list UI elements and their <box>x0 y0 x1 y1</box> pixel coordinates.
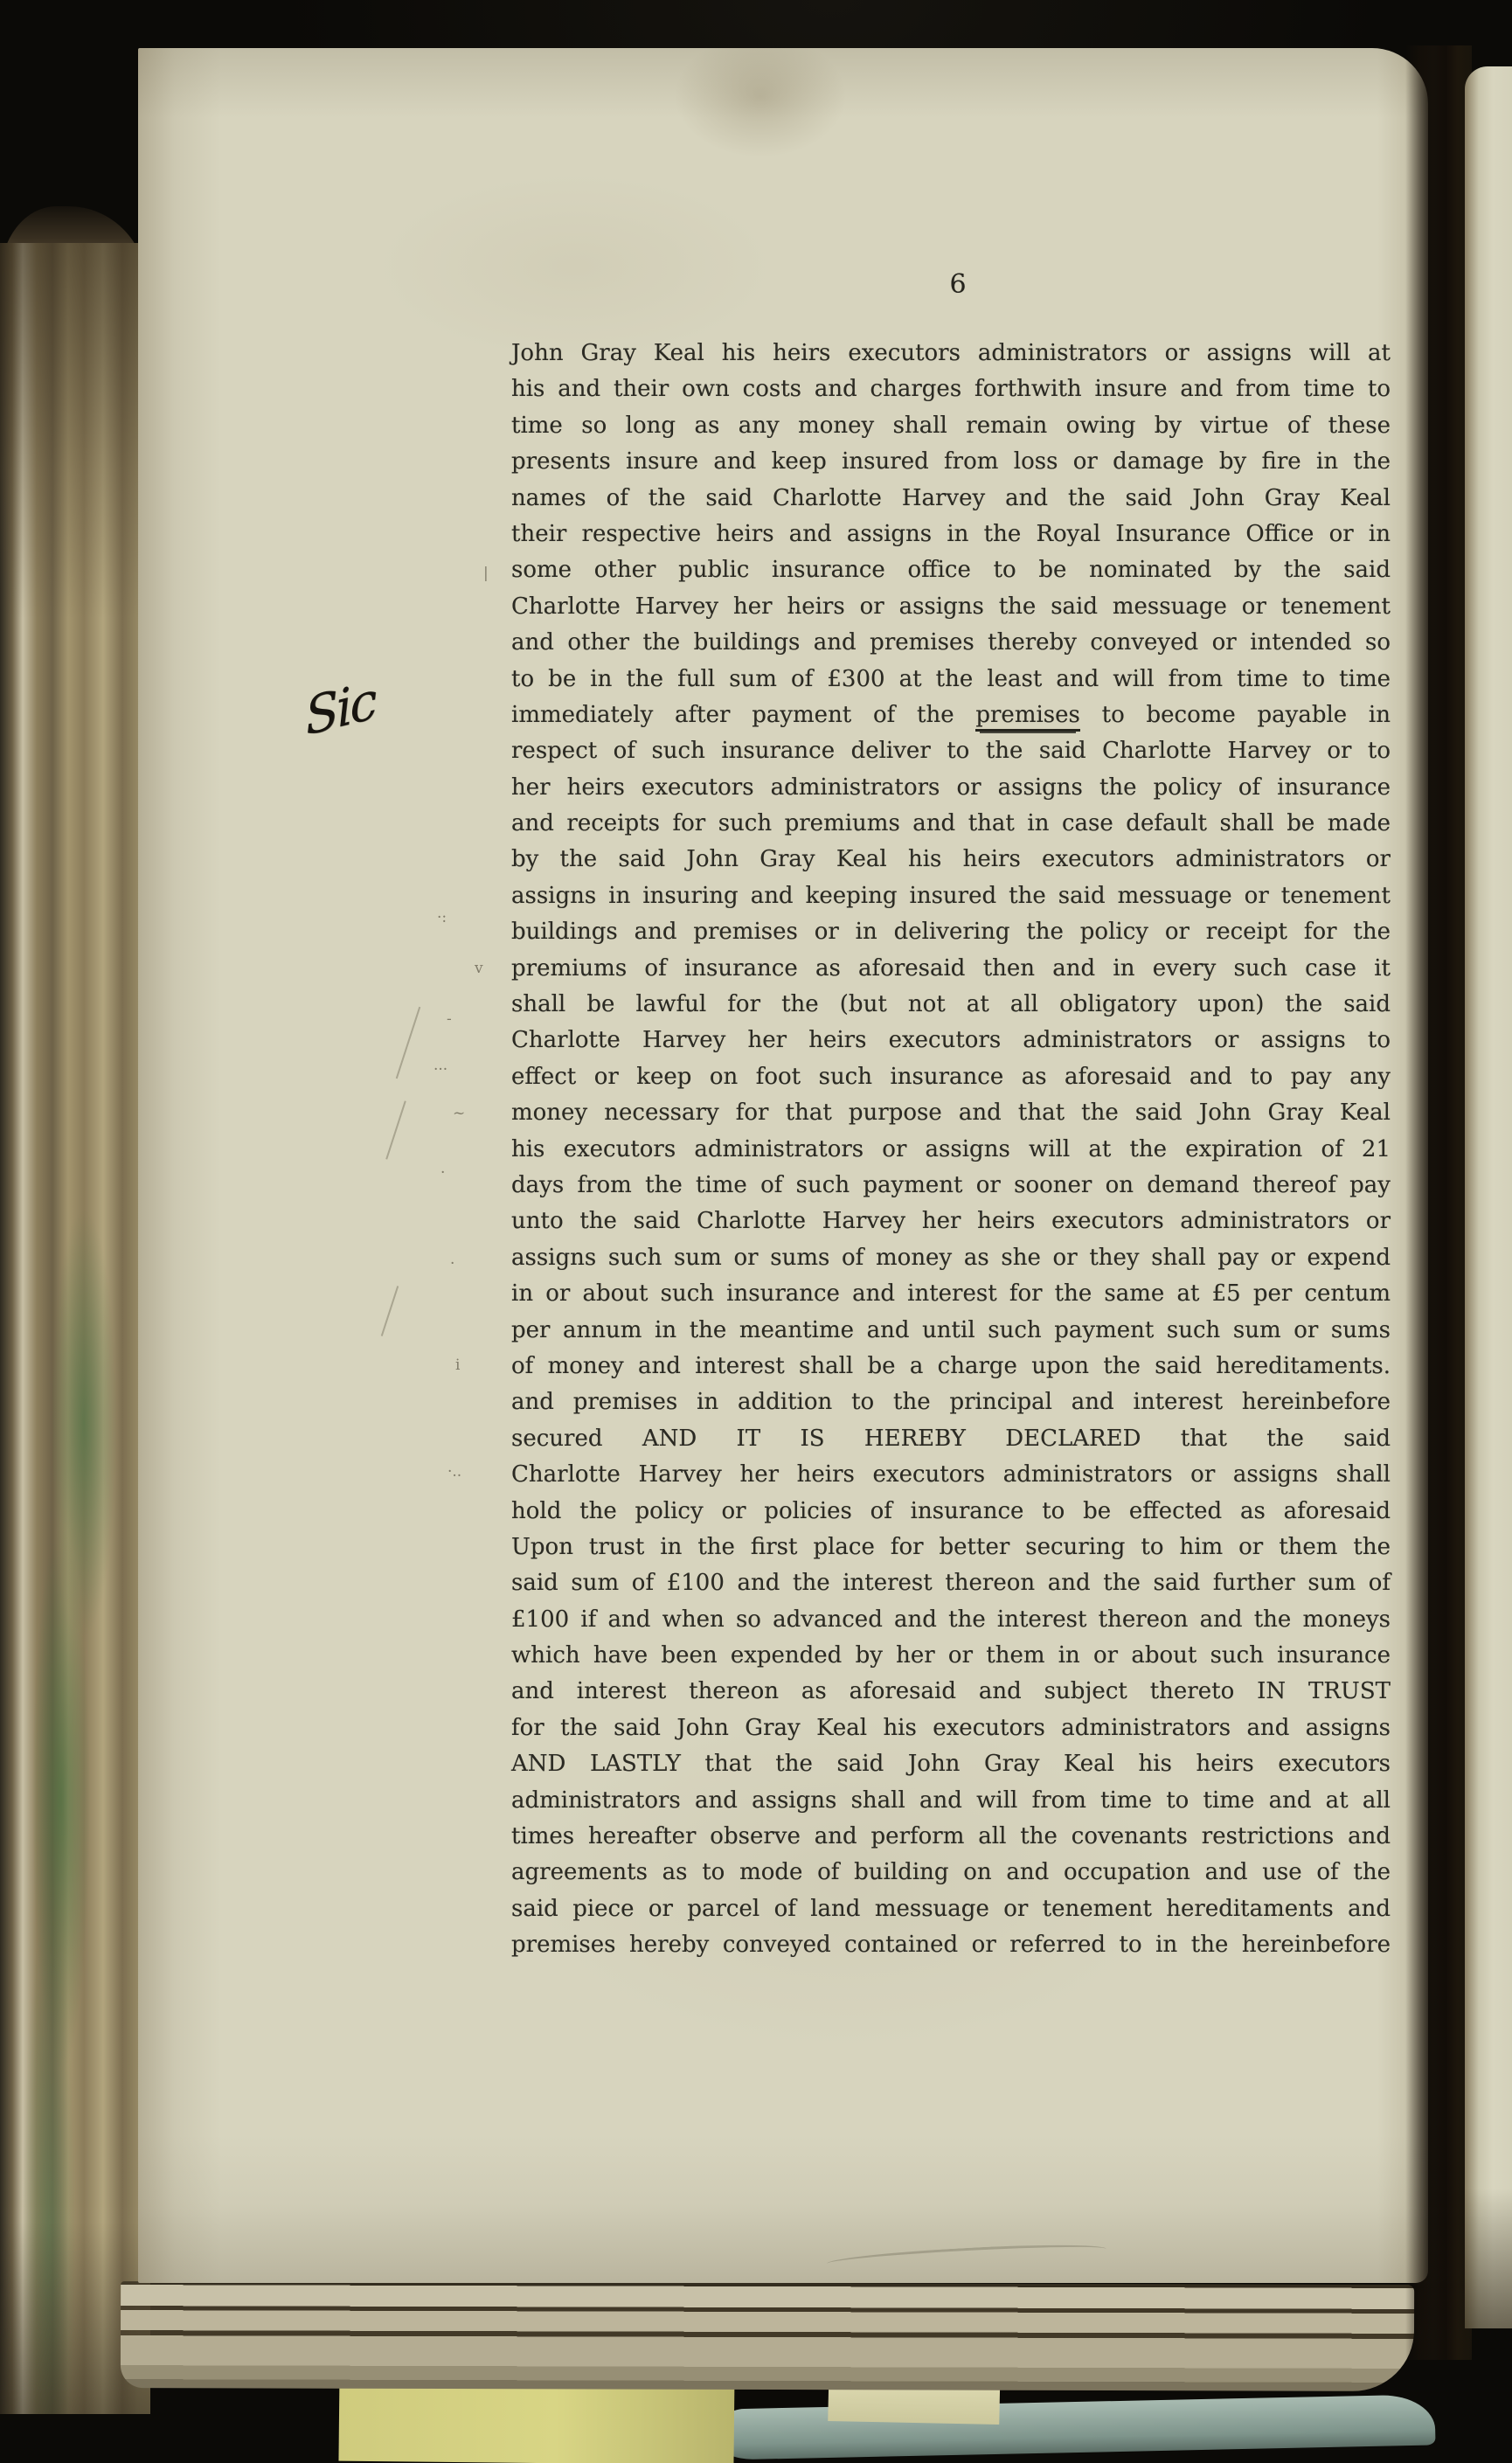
text-line: hold the policy or policies of insurance to be effected as aforesaid <box>511 1497 1391 1524</box>
text-line: presents insure and keep insured from loss or damage by fire in the <box>511 448 1391 475</box>
text-line: secured AND IT IS HEREBY DECLARED that the said <box>511 1425 1391 1452</box>
text-line: her heirs executors administrators or assigns the policy of insurance <box>511 774 1391 801</box>
text-line: administrators and assigns shall and will from time to time and at all <box>511 1787 1391 1814</box>
pencil-smudge <box>827 2241 1107 2272</box>
text-line: premiums of insurance as aforesaid then and in every such case it <box>511 954 1391 982</box>
text-line: times hereafter observe and perform all the covenants restrictions and <box>511 1823 1391 1850</box>
text-line: for the said John Gray Keal his executors administrators and assigns <box>511 1714 1391 1741</box>
page-number: 6 <box>949 269 967 300</box>
text-line: Charlotte Harvey her heirs executors administrators or assigns shall <box>511 1461 1391 1488</box>
margin-mark: ·.. <box>447 1463 462 1481</box>
text-line: by the said John Gray Keal his heirs executors administrators or <box>511 846 1391 873</box>
text-line: Charlotte Harvey her heirs or assigns the said messuage or tenement <box>511 593 1391 620</box>
text-line: some other public insurance office to be nominated by the said <box>511 557 1391 584</box>
text-line: days from the time of such payment or sooner on demand thereof pay <box>511 1171 1391 1198</box>
curled-paper-edge <box>718 2394 1435 2460</box>
text-line: and premises in addition to the principal and interest hereinbefore <box>511 1389 1391 1416</box>
text-line: said piece or parcel of land messuage or tenement hereditaments and <box>511 1895 1391 1922</box>
text-line: agreements as to mode of building on and occupation and use of the <box>511 1859 1391 1886</box>
deed-text-block <box>511 336 1391 1964</box>
text-line: in or about such insurance and interest for the same at £5 per centum <box>511 1280 1391 1308</box>
text-line: names of the said Charlotte Harvey and the said John Gray Keal <box>511 484 1391 511</box>
text-line <box>511 697 1391 733</box>
text-line: his executors administrators or assigns will at the expiration of 21 <box>511 1135 1391 1162</box>
marginalia-sic-note: Sic <box>302 670 378 748</box>
margin-mark: ~ <box>453 1105 466 1122</box>
text-segment: to become payable in <box>1079 701 1391 728</box>
underlined-word-premises: premises <box>975 702 1080 732</box>
text-line: money necessary for that purpose and that the said John Gray Keal <box>511 1100 1391 1127</box>
margin-mark: | <box>483 565 489 582</box>
margin-mark: · <box>450 1255 455 1273</box>
page-gutter-shadow <box>1405 45 1472 2360</box>
text-line: Charlotte Harvey her heirs executors administrators or assigns to <box>511 1027 1391 1054</box>
text-line: AND LASTLY that the said John Gray Keal his heirs executors <box>511 1751 1391 1778</box>
text-line: of money and interest shall be a charge upon the said hereditaments. <box>511 1352 1391 1379</box>
text-line: their respective heirs and assigns in the Royal Insurance Office or in <box>511 520 1391 547</box>
text-line: shall be lawful for the (but not at all obligatory upon) the said <box>511 991 1391 1018</box>
text-line: respect of such insurance deliver to the said Charlotte Harvey or to <box>511 738 1391 765</box>
margin-mark: v <box>475 960 483 977</box>
text-line: buildings and premises or in delivering the policy or receipt for the <box>511 919 1391 946</box>
text-line: £100 if and when so advanced and the interest thereon and the moneys <box>511 1606 1391 1633</box>
text-line: time so long as any money shall remain owing by virtue of these <box>511 412 1391 439</box>
text-line: which have been expended by her or them in or about such insurance <box>511 1642 1391 1669</box>
text-line: his and their own costs and charges forthwith insure and from time to <box>511 376 1391 403</box>
text-line: John Gray Keal his heirs executors administrators or assigns will at <box>511 340 1391 366</box>
margin-mark: i <box>455 1356 461 1374</box>
margin-mark: ··· <box>433 1061 448 1079</box>
text-line: to be in the full sum of £300 at the least and will from time to time <box>511 665 1391 692</box>
text-line: and interest thereon as aforesaid and subject thereto IN TRUST <box>511 1678 1391 1705</box>
book-bottom-page-edges <box>121 2281 1414 2391</box>
text-line: and other the buildings and premises thereby conveyed or intended so <box>511 629 1391 656</box>
text-line: and receipts for such premiums and that in case default shall be made <box>511 810 1391 837</box>
adjacent-page-edge <box>1465 66 1512 2328</box>
text-line: assigns such sum or sums of money as she or they shall pay or expend <box>511 1244 1391 1271</box>
text-line: Upon trust in the first place for better securing to him or them the <box>511 1533 1391 1560</box>
text-line: unto the said Charlotte Harvey her heirs executors administrators or <box>511 1208 1391 1235</box>
text-line: effect or keep on foot such insurance as aforesaid and to pay any <box>511 1063 1391 1090</box>
text-line: said sum of £100 and the interest thereon and the said further sum of <box>511 1570 1391 1597</box>
margin-mark: · <box>440 1164 446 1182</box>
text-segment: immediately after payment of the <box>511 701 976 728</box>
margin-mark: ·: <box>437 909 447 926</box>
text-line: assigns in insuring and keeping insured the said messuage or tenement <box>511 882 1391 909</box>
margin-mark: - <box>447 1010 452 1028</box>
book-left-page-edges <box>0 243 150 2414</box>
text-line: premises hereby conveyed contained or referred to in the hereinbefore <box>511 1932 1391 1959</box>
text-line: per annum in the meantime and until such payment such sum or sums <box>511 1316 1391 1343</box>
